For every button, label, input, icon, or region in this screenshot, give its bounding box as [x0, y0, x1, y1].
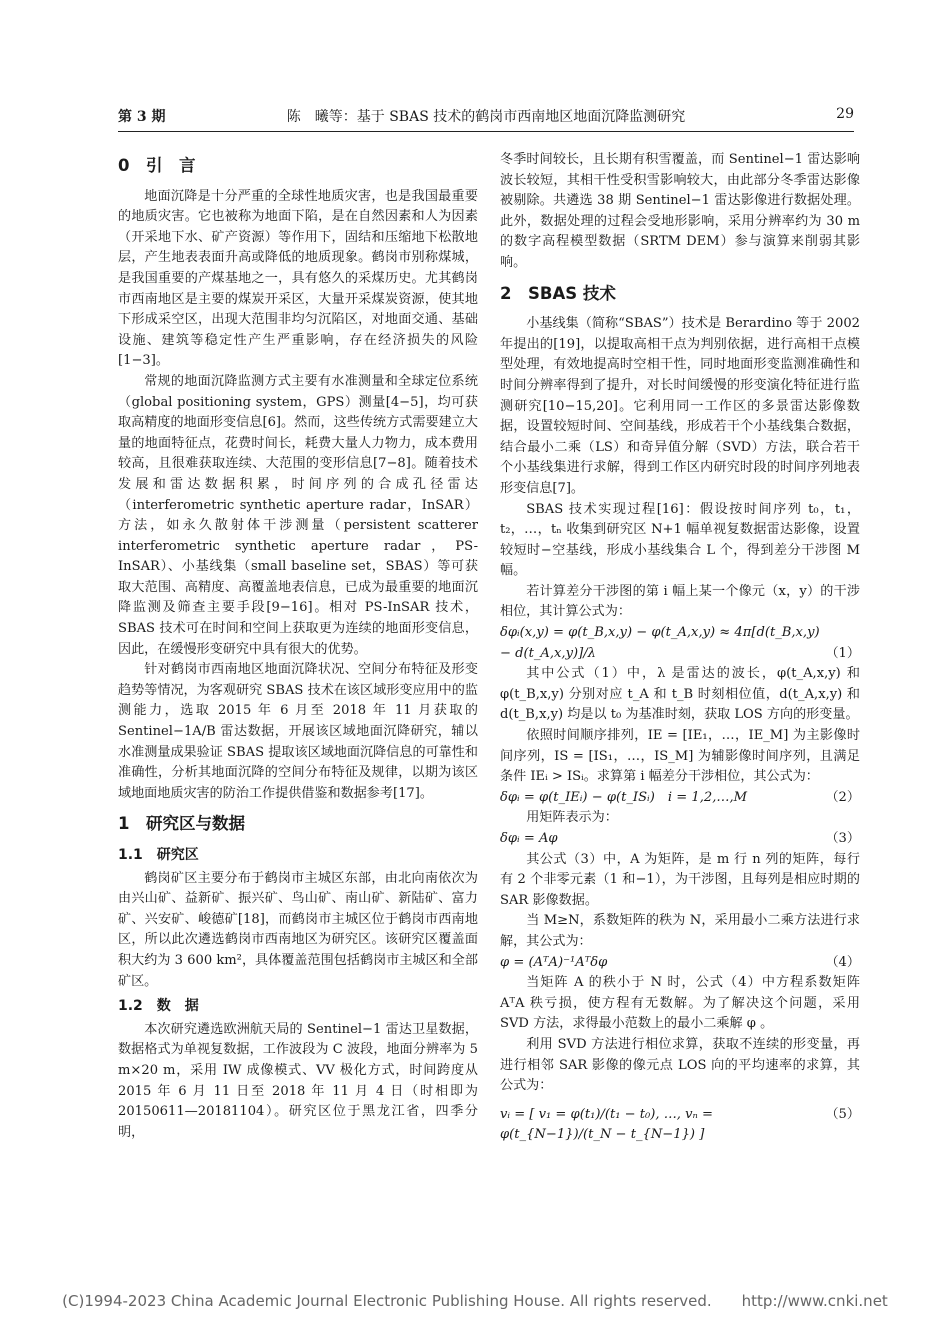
- copyright-footer: (C)1994-2023 China Academic Journal Electronic Publishing House. All rights reserved. http://www.cnki.net: [62, 1292, 888, 1310]
- header-rule: [118, 131, 854, 132]
- running-title: 陈 曦等：基于 SBAS 技术的鹤岗市西南地区地面沉降监测研究: [286, 109, 686, 125]
- paragraph: 其公式（3）中，A 为矩阵，是 m 行 n 列的矩阵，每行有 2 个非零元素（1 和−1），为干涉图，且每列是相应时期的 SAR 影像数据。: [500, 851, 860, 908]
- equation-5: vᵢ = [ v₁ = φ(t₁)/(t₁ − t₀), …, vₙ = φ(t_{N−1})/(t_N − t_{N−1}) ] （5）: [500, 1105, 860, 1146]
- equation-number: （5）: [825, 1106, 860, 1122]
- equation-2: δφᵢ = φ(t_IEᵢ) − φ(t_ISᵢ) i = 1,2,…,M （2）: [500, 788, 860, 809]
- section-heading-study-area: 1 研究区与数据: [118, 814, 245, 834]
- paragraph: 针对鹤岗市西南地区地面沉降状况、空间分布特征及形变趋势等情况，为客观研究 SBAS 技术在该区域形变应用中的监测能力，选取 2015 年 6 月至 2018 年 11 月获取的 Sentinel−1A/B 雷达数据，开展该区域地面沉降研究，辅以水准测量成果验证 SBAS 提取该区域地面沉降信息的可靠性和准确性，分析其地面沉降的空间分布特征及规律，以期为该区域地面地质灾害的防治工作提供借鉴和数据参考[17]。: [118, 662, 478, 801]
- equation-4: φ = (AᵀA)⁻¹Aᵀδφ （4）: [500, 953, 860, 974]
- section-heading-sbas: 2 SBAS 技术: [500, 283, 616, 303]
- paragraph: 鹤岗矿区主要分布于鹤岗市主城区东部，由北向南依次为由兴山矿、益新矿、振兴矿、鸟山矿、南山矿、新陆矿、富力矿、兴安矿、峻德矿[18]，而鹤岗市主城区位于鹤岗市西南地区，所以此次遴选鹤岗市西南地区为研究区。该研究区覆盖面积大约为 3 600 km²，具体覆盖范围包括鹤岗市主城区和全部矿区。: [118, 870, 478, 989]
- equation-number: （1）: [825, 645, 860, 661]
- paragraph: 利用 SVD 方法进行相位求算，获取不连续的形变量，再进行相邻 SAR 影像的像元点 LOS 向的平均速率的求算，其公式为：: [500, 1036, 860, 1094]
- running-header: [118, 104, 854, 128]
- left-column: [118, 150, 478, 1143]
- page-number: 29: [836, 106, 854, 122]
- paragraph: 其中公式（1）中，λ 是雷达的波长，φ(t_A,x,y) 和 φ(t_B,x,y) 分别对应 t_A 和 t_B 时刻相位值，d(t_A,x,y) 和 d(t_B,x,y) 均是以 t₀ 为基准时刻，获取 LOS 方向的形变量。: [500, 666, 860, 723]
- equation-3: δφᵢ = Aφ （3）: [500, 829, 860, 850]
- paragraph: 冬季时间较长，且长期有积雪覆盖，而 Sentinel−1 雷达影响波长较短，其相干性受积雪影响较大，由此部分冬季雷达影像被剔除。共遴选 38 期 Sentinel−1 雷达影像进行数据处理。此外，数据处理的过程会受地形影响，采用分辨率约为 30 m 的数字高程模型数据（SRTM DEM）参与演算来削弱其影响。: [500, 152, 860, 270]
- section-heading-intro: 0 引 言: [118, 156, 196, 175]
- paragraph: SBAS 技术实现过程[16]：假设按时间序列 t₀，t₁，t₂，…，tₙ 收集到研究区 N+1 幅单视复数据雷达影像，设置较短时−空基线，形成小基线集合 L 个，得到差分干涉图 M 幅。: [500, 501, 860, 579]
- paragraph: 当矩阵 A 的秩小于 N 时，公式（4）中方程系数矩阵 AᵀA 秩亏损，使方程有无数解。为了解决这个问题，采用 SVD 方法，求得最小范数上的最小二乘解 φ 。: [500, 975, 860, 1032]
- equation-1: δφᵢ(x,y) = φ(t_B,x,y) − φ(t_A,x,y) ≈ 4π[d(t_B,x,y): [500, 625, 820, 641]
- subsection-heading: 1.1 研究区: [118, 847, 199, 863]
- paragraph: 依照时间顺序排列，IE = [IE₁，…，IE_M] 为主影像时间序列，IS = [IS₁，…，IS_M] 为辅影像时间序列，且满足条件 IEᵢ > ISᵢ。求算第 i 幅差分干涉相位，其公式为：: [500, 728, 860, 785]
- equation-number: （4）: [825, 954, 860, 970]
- paragraph: 用矩阵表示为：: [526, 810, 618, 826]
- paragraph: 常规的地面沉降监测方式主要有水准测量和全球定位系统（global positioning system，GPS）测量[4−5]，均可获取高精度的地面形变信息[6]。然而，这些传统方式需要建立大量的地面特征点，花费时间长，耗费大量人力物力，成本费用较高，且很难获取连续、大范围的变形信息[7−8]。随着技术发展和雷达数据积累，时间序列的合成孔径雷达（interferometric synthetic aperture radar，InSAR）方法，如永久散射体干涉测量（persistent scatterer interferometric synthetic aperture radar，PS-InSAR）、小基线集（small baseline set，SBAS）等可获取大范围、高精度、高覆盖地表信息，已成为最重要的地面沉降监测及筛查主要手段[9−16]。相对 PS-InSAR 技术，SBAS 技术可在时间和空间上获取更为连续的地面形变信息，因此，在缓慢形变研究中具有很大的优势。: [118, 373, 478, 657]
- equation-number: （2）: [825, 789, 860, 805]
- issue-number: 第 3 期: [118, 109, 166, 125]
- paragraph: 地面沉降是十分严重的全球性地质灾害，也是我国最重要的地质灾害。它也被称为地面下陷，是在自然因素和人为因素（开采地下水、矿产资源）等作用下，固结和压缩地下松散地层，产生地表表面升高或降低的地质现象。鹤岗市别称煤城，是我国重要的产煤基地之一，具有悠久的采煤历史。尤其鹤岗市西南地区是主要的煤炭开采区，大量开采煤炭资源，使其地下形成采空区，出现大范围非均匀沉陷区，对地面交通、基础设施、建筑等稳定性产生严重影响，存在经济损失的风险[1−3]。: [118, 188, 478, 369]
- paragraph: 若计算差分干涉图的第 i 幅上某一个像元（x，y）的干涉相位，其计算公式为：: [500, 583, 860, 620]
- right-column: [500, 150, 860, 1146]
- subsection-heading: 1.2 数 据: [118, 998, 199, 1015]
- paragraph: 本次研究遴选欧洲航天局的 Sentinel−1 雷达卫星数据，数据格式为单视复数据，工作波段为 C 波段，地面分辨率为 5 m×20 m，采用 IW 成像模式、VV 极化方式，时间跨度从 2015 年 6 月 11 日至 2018 年 11 月 4 日（时相即为 20150611—20181104）。研究区位于黑龙江省，四季分明，: [118, 1021, 478, 1140]
- paragraph: 小基线集（简称“SBAS”）技术是 Berardino 等于 2002 年提出的[19]，以提取高相干点为判别依据，进行高相干点模型处理，有效地提高时空相干性，同时地面形变监测准确性和时间分辨率得到了提升，对长时间缓慢的形变演化特征进行监测研究[10−15,20]。它利用同一工作区的多景雷达影像数据，设置较短时间、空间基线，形成若干个小基线集合数据，结合最小二乘（LS）和奇异值分解（SVD）方法，联合若干个小基线集进行求解，得到工作区内研究时段的时间序列地表形变信息[7]。: [500, 316, 860, 496]
- paragraph: 当 M≥N，系数矩阵的秩为 N，采用最小二乘方法进行求解，其公式为：: [500, 913, 860, 949]
- equation-1-cont: − d(t_A,x,y)]/λ （1）: [500, 644, 860, 665]
- equation-number: （3）: [825, 831, 860, 846]
